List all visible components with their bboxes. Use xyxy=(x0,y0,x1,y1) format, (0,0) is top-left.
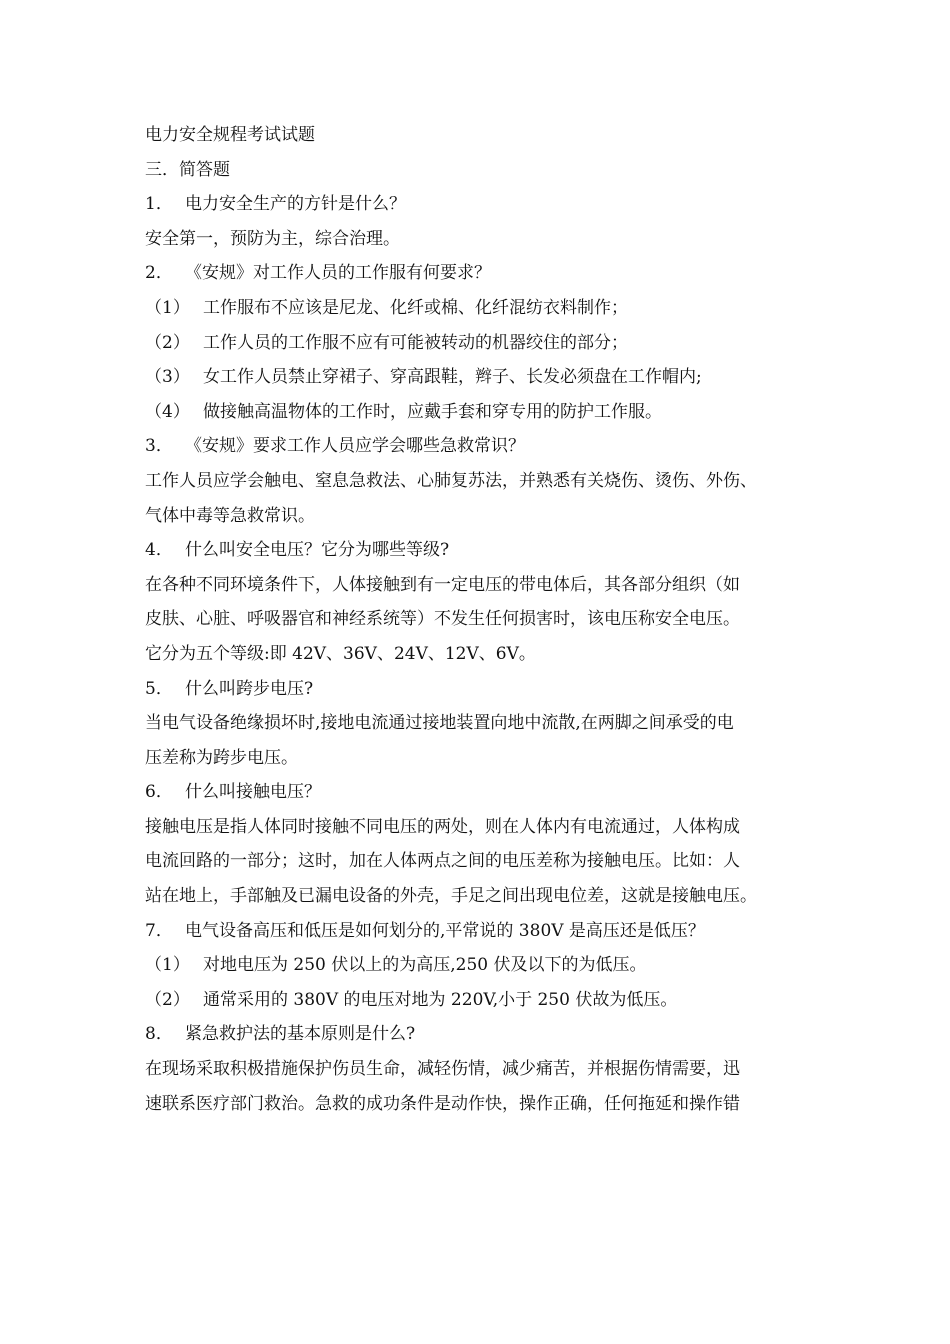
answer-item-number: （3） xyxy=(145,367,190,388)
section-heading: 三．简答题 xyxy=(145,159,230,180)
answer-item xyxy=(145,360,817,395)
question-text: 《安规》对工作人员的工作服有何要求？ xyxy=(185,263,491,284)
answer-item xyxy=(145,983,817,1018)
question-line xyxy=(145,914,817,949)
answer-line: 安全第一，预防为主，综合治理。 xyxy=(145,228,400,249)
question-line xyxy=(145,187,817,222)
answer-item xyxy=(145,291,817,326)
answer-line: 在现场采取积极措施保护伤员生命，减轻伤情，减少痛苦，并根据伤情需要，迅 xyxy=(145,1059,740,1080)
question-text: 什么叫安全电压？它分为哪些等级? xyxy=(185,540,450,561)
question-text: 紧急救护法的基本原则是什么? xyxy=(185,1024,416,1045)
question-text: 电力安全生产的方针是什么？ xyxy=(185,194,406,215)
answer-item-number: （2） xyxy=(145,989,190,1010)
answer-item-text: 工作人员的工作服不应有可能被转动的机器绞住的部分； xyxy=(203,332,628,353)
answer-item-number: （4） xyxy=(145,401,190,422)
document-title: 电力安全规程考试试题 xyxy=(145,125,315,145)
answer-line: 电流回路的一部分；这时，加在人体两点之间的电压差称为接触电压。比如：人 xyxy=(145,851,740,872)
document-body xyxy=(145,118,817,1121)
question-text: 什么叫跨步电压? xyxy=(185,678,314,699)
question-number: 4． xyxy=(145,540,173,561)
question-line xyxy=(145,533,817,568)
question-number: 1． xyxy=(145,194,173,215)
question-number: 5． xyxy=(145,678,173,699)
question-number: 7． xyxy=(145,920,173,941)
answer-line: 站在地上，手部触及已漏电设备的外壳，手足之间出现电位差，这就是接触电压。 xyxy=(145,886,757,907)
answer-item-text: 对地电压为 250 伏以上的为高压,250 伏及以下的为低压。 xyxy=(203,955,647,976)
answer-item-number: （1） xyxy=(145,955,190,976)
question-number: 8． xyxy=(145,1024,173,1045)
answer-item xyxy=(145,395,817,430)
question-line xyxy=(145,429,817,464)
answer-item-number: （1） xyxy=(145,297,190,318)
answer-line: 气体中毒等急救常识。 xyxy=(145,505,315,526)
question-text: 《安规》要求工作人员应学会哪些急救常识？ xyxy=(185,436,525,457)
answer-item-text: 做接触高温物体的工作时，应戴手套和穿专用的防护工作服。 xyxy=(203,401,662,422)
question-number: 6． xyxy=(145,782,173,803)
answer-line: 皮肤、心脏、呼吸器官和神经系统等）不发生任何损害时，该电压称安全电压。 xyxy=(145,609,740,630)
answer-line: 当电气设备绝缘损坏时,接地电流通过接地装置向地中流散,在两脚之间承受的电 xyxy=(145,713,734,734)
question-number: 2． xyxy=(145,263,173,284)
answer-line: 在各种不同环境条件下，人体接触到有一定电压的带电体后，其各部分组织（如 xyxy=(145,574,740,595)
question-text: 电气设备高压和低压是如何划分的,平常说的 380V 是高压还是低压？ xyxy=(185,920,705,941)
question-line xyxy=(145,256,817,291)
answer-line: 接触电压是指人体同时接触不同电压的两处，则在人体内有电流通过，人体构成 xyxy=(145,816,740,837)
answer-item-number: （2） xyxy=(145,332,190,353)
answer-item-text: 通常采用的 380V 的电压对地为 220V,小于 250 伏故为低压。 xyxy=(203,989,678,1010)
question-line xyxy=(145,1017,817,1052)
question-text: 什么叫接触电压？ xyxy=(185,782,321,803)
question-number: 3． xyxy=(145,436,173,457)
answer-line: 速联系医疗部门救治。急救的成功条件是动作快，操作正确，任何拖延和操作错 xyxy=(145,1093,740,1114)
answer-line: 它分为五个等级:即 42V、36V、24V、12V、6V。 xyxy=(145,643,536,664)
answer-line: 压差称为跨步电压。 xyxy=(145,747,298,768)
answer-item xyxy=(145,326,817,361)
answer-line: 工作人员应学会触电、窒息急救法、心肺复苏法，并熟悉有关烧伤、烫伤、外伤、 xyxy=(145,470,757,491)
question-list xyxy=(145,187,817,1121)
answer-item-text: 女工作人员禁止穿裙子、穿高跟鞋，辫子、长发必须盘在工作帽内; xyxy=(203,367,702,388)
answer-item xyxy=(145,948,817,983)
answer-item-text: 工作服布不应该是尼龙、化纤或棉、化纤混纺衣料制作； xyxy=(203,297,628,318)
question-line xyxy=(145,672,817,707)
question-line xyxy=(145,775,817,810)
